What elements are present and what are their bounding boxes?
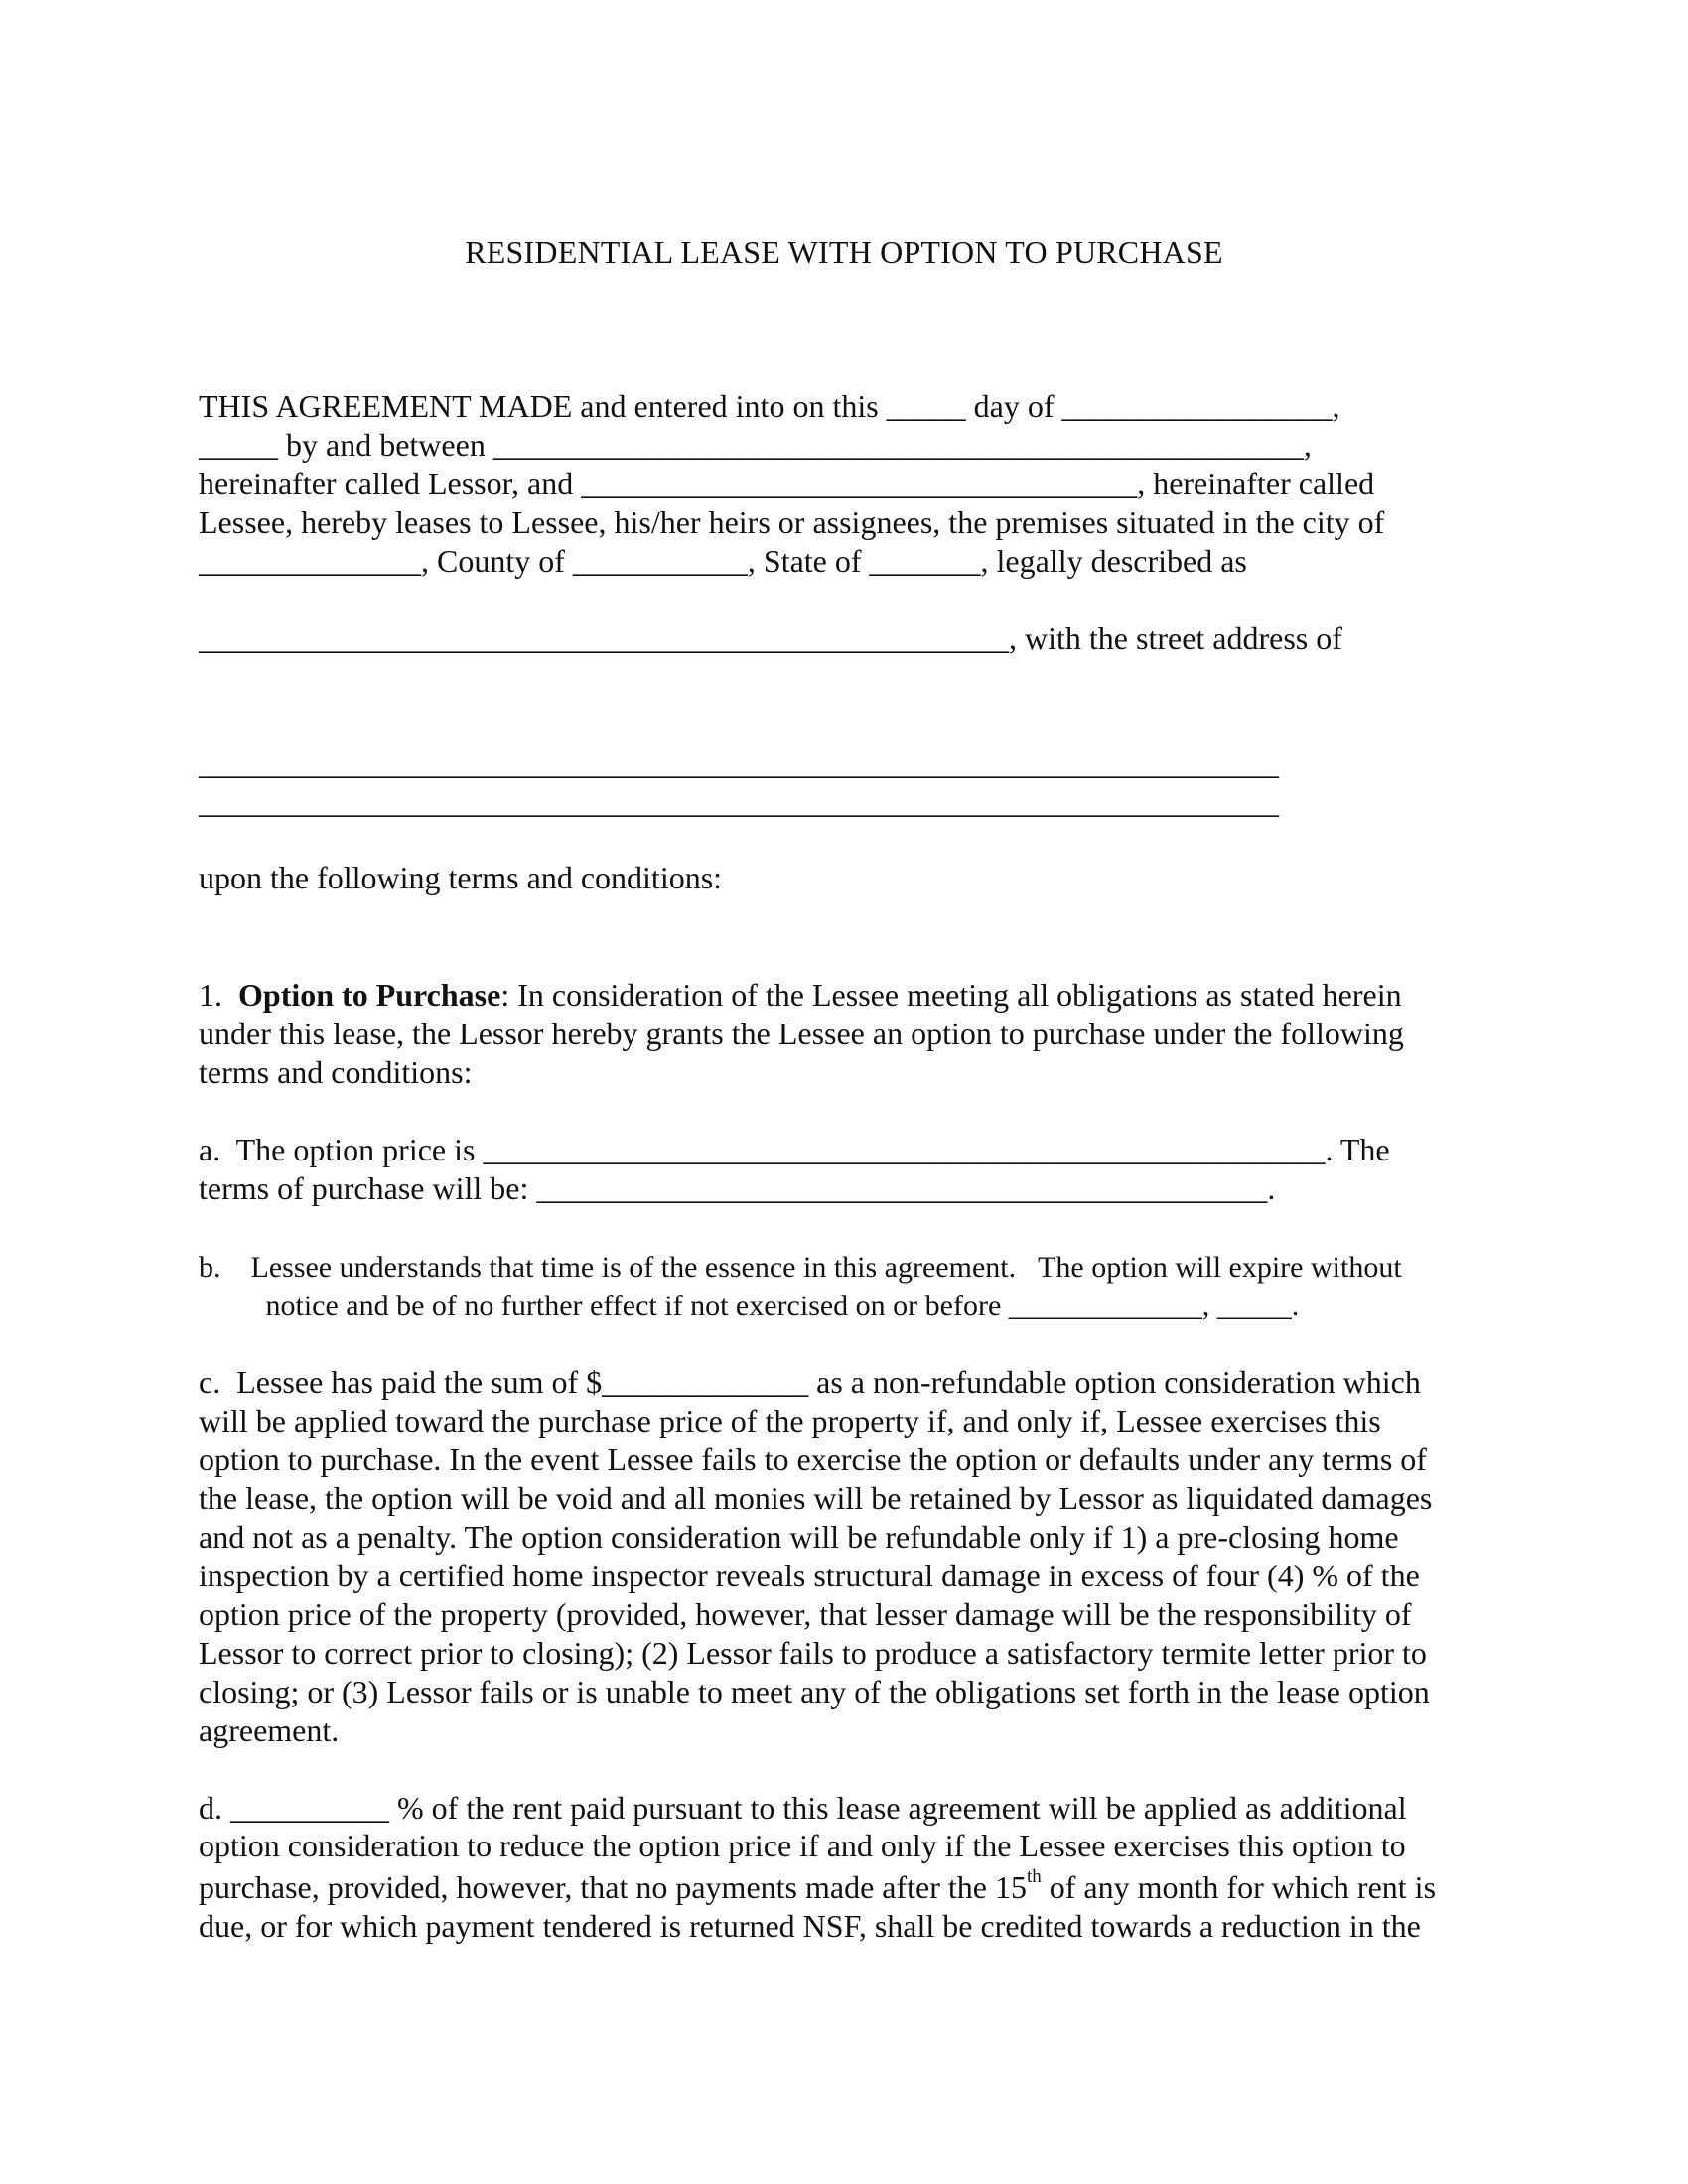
item-d-line-1: d. __________ % of the rent paid pursuant to this lease agreement will be applied as additional	[199, 1790, 1407, 1826]
item-c-line-5: and not as a penalty. The option consideration will be refundable only if 1) a pre-closing home	[199, 1519, 1399, 1555]
intro-line-1: THIS AGREEMENT MADE and entered into on this _____ day of _________________,	[199, 388, 1340, 424]
intro-line-4: Lessee, hereby leases to Lessee, his/her heirs or assignees, the premises situated in the city of	[199, 504, 1385, 540]
item-d-line-3	[199, 1868, 1436, 1907]
intro-line-3: hereinafter called Lessor, and ___________________________________, hereinafter called	[199, 466, 1375, 501]
item-c-line-3: option to purchase. In the event Lessee fails to exercise the option or defaults under any terms of	[199, 1441, 1427, 1477]
intro-line-6: ___________________________________________________, with the street address of	[199, 620, 1342, 656]
item-c-line-6: inspection by a certified home inspector reveals structural damage in excess of four (4) % of the	[199, 1558, 1420, 1593]
item-d-line-2: option consideration to reduce the option price if and only if the Lessee exercises this option to	[199, 1828, 1406, 1863]
item-b-line-1: b. Lessee understands that time is of the essence in this agreement. The option will expire without	[199, 1251, 1402, 1284]
address-blank-line-1: ____________________________________________________________________	[199, 746, 1279, 781]
section-1-number: 1.	[199, 977, 222, 1013]
section-1-first-line-text: : In consideration of the Lessee meeting all obligations as stated herein	[500, 977, 1402, 1013]
item-d-line-4: due, or for which payment tendered is returned NSF, shall be credited towards a reduction in the	[199, 1908, 1421, 1944]
item-c-line-9: closing; or (3) Lessor fails or is unable to meet any of the obligations set forth in the lease option	[199, 1674, 1430, 1709]
item-c-line-7: option price of the property (provided, however, that lesser damage will be the responsibility of	[199, 1596, 1412, 1632]
item-d-line-3-end: of any month for which rent is	[1041, 1869, 1437, 1905]
section-1-line-3: terms and conditions:	[199, 1054, 473, 1090]
section-1-heading: Option to Purchase	[238, 977, 501, 1013]
address-blank-line-2: ____________________________________________________________________	[199, 784, 1279, 820]
intro-line-5: ______________, County of ___________, State of _______, legally described as	[199, 543, 1247, 579]
item-c-line-4: the lease, the option will be void and all monies will be retained by Lessor as liquidated damages	[199, 1480, 1433, 1516]
item-b-line-2: notice and be of no further effect if not exercised on or before _____________, _____.	[199, 1290, 1300, 1322]
ordinal-suffix: th	[1026, 1866, 1042, 1888]
item-c-line-1: c. Lessee has paid the sum of $_____________ as a non-refundable option consideration which	[199, 1364, 1421, 1400]
section-1-line-2: under this lease, the Lessor hereby grants the Lessee an option to purchase under the following	[199, 1016, 1404, 1051]
item-a-line-1: a. The option price is _____________________________________________________. The	[199, 1132, 1390, 1167]
item-d-line-3-start: purchase, provided, however, that no payments made after the 15	[199, 1869, 1027, 1905]
section-1-first-line	[199, 976, 1402, 1015]
document-title: RESIDENTIAL LEASE WITH OPTION TO PURCHASE	[465, 234, 1223, 270]
item-c-line-2: will be applied toward the purchase price of the property if, and only if, Lessee exercises this	[199, 1403, 1381, 1438]
item-c-line-8: Lessor to correct prior to closing); (2) Lessor fails to produce a satisfactory termite letter prior to	[199, 1635, 1427, 1671]
terms-intro: upon the following terms and conditions:	[199, 860, 723, 895]
item-a-line-2: terms of purchase will be: ______________________________________________.	[199, 1170, 1276, 1206]
intro-line-2: _____ by and between ___________________________________________________,	[199, 427, 1312, 463]
item-c-line-10: agreement.	[199, 1712, 340, 1748]
